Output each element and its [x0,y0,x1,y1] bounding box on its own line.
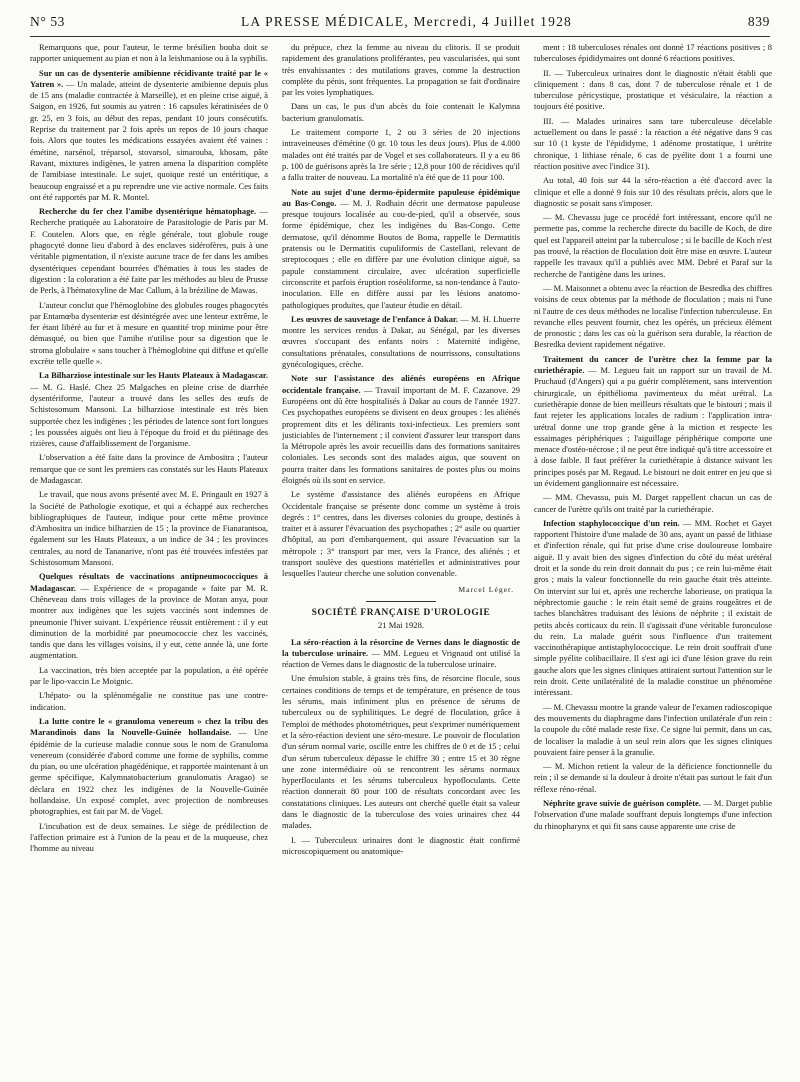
column-1 [30,42,268,1072]
paragraph [534,492,772,515]
paragraph-text: Le traitement comporte 1, 2 ou 3 séries de 20 injections intraveineuses d'émétine (0 gr. 10 tous les deux jours). Plus de 4.000 malades ont été traités par de Vogel et ses collaborateurs. Il y a eu 86 p. 100 de guérisons après la 1re série ; 12,8 pour 100 de récidives qu'il a fallu traiter de nouveau. La mortalité n'a été que de 11 pour 100. [282,127,520,183]
paragraph-text: — M. Michon retient la valeur de la déficience fonctionnelle du rein ; il se demande si la douleur à droite n'était pas surtout le fait d'un réflexe réno-rénal. [534,761,772,794]
article-heading: Les œuvres de sauvetage de l'enfance à Dakar. [291,313,458,324]
paragraph-text: — Recherche pratiquée au Laboratoire de Parasitologie de Paris par M. F. Coutelen. Alors que, en règle générale, tout globule rouge phagocyté donne lieu d'abord à des enclaves sidérofères, puis à une véritable pigmentation, il n'existe aucune trace de fer dans les amibes dysentériques cependant bourrées d'hématies à tous les stades de digestion : la coloration a été faite par les méthodes au bleu de Prusse de Perls, à l'hématoxyline de Mac Callum, à la bréziline de Mawas. [30,206,268,296]
paragraph [534,798,772,832]
paragraph [30,206,268,296]
paragraph-text: — MM. Rochet et Gayet rapportent l'histoire d'une malade de 30 ans, ayant un passé de lithiase et d'infection rénale, qui fut prise d'une crise douloureuse lombaire aiguë. Il y avait bien des signes d'infection du côté du méat urétéral droit et la sonde du rein droit donnait du pus ; ce rein lui-même était gros ; mais la valeur fonctionnelle du rein gauche était très atteinte. On intervint sur lui et, après une recherche laborieuse, on pratiqua la néphrectomie gauche : le rein était semé de grains rougeâtres et de taches blanchâtres traduisant des lésions de néphrite ; il existait de petits abcès corticaux du rein. Il s'agissait d'une véritable furonculose du rein. La malade guérit sous l'influence d'un traitement vaccinothérapique antistaphylococcique. Le rein droit souffrait d'une simple pyélite colibacillaire. Il s'est agi ici d'une lésion grave du rein gauche alors que les signes cliniques attiraient surtout l'attention sur le rein droit. Cette unilatéralité de la maladie constitue un phénomène intéressant. [534,517,772,698]
paragraph-text: L'hépato- ou la splénomégalie ne constitue pas une contre-indication. [30,690,268,712]
paragraph-text: — M. G. Haslé. Chez 25 Malgaches en pleine crise de diarrhée dysentériforme, l'auteur a trouvé dans les selles des œufs de Schistosomum Mansoni. La bilharziose intestinale est très bien supportée chez les indigènes ; les périodes de latence sont fort longues ; les poussées aiguës ont lieu à l'époque du froid et du piétinage des rizières, cause d'affaiblissement de l'organisme. [30,381,268,449]
page-number: 839 [747,14,770,29]
paragraph [282,101,520,124]
paragraph-text: — Un malade, atteint de dysenterie amibienne depuis plus de 15 ans (maladie contractée à Marseille), et en pleine crise aiguë, à Saigon, en 1926, fut soumis au yatren : 16 capsules kératinisées de 0 gr. 25, en 3 fois, au début des repas, pendant 10 jours consécutifs. Reprise du traitement par 2 fois après un repos de 10 jours chaque fois. Alors que toutes les médications essayées avaient été vaines : émétine, narsénol, tréparsol, stovarsol, simarouba, khosam, pâte Ravant, mixtures indigènes, le yatren amena la disparition complète de l'amibiase intestinale. Le sujet, quoique resté un entéritique, a beaucoup engraissé et a pu reprendre une vie active normale. Ces faits ont été rapportés par M. R. Montel. [30,78,268,202]
issue-number: N° 53 [30,14,66,29]
paragraph-text: Le système d'assistance des aliénés européens en Afrique Occidentale française se présente donc comme un système à trois degrés : 1° centres, dans les diverses colonies du groupe, destinés à traiter et à assurer l'évacuation des psychopathes ; 2° asile ou quartier d'hôpital, au port d'embarquement, qui assure l'évacuation sur la métropole ; 3° transport par mer, vers la France, des aliénés ; et transport soulève des questions matérielles et administratives pour lesquelles l'auteur cherche une solution convenable. [282,489,520,579]
paragraph-text: ment : 18 tuberculoses rénales ont donné 17 réactions positives ; 8 tuberculoses épididymaires ont donné 6 réactions positives. [534,42,772,64]
paragraph [282,314,520,370]
paragraph [282,187,520,311]
paragraph [534,702,772,758]
article-heading: Sur un cas de dysenterie amibienne récidivante traité par le « Yatren ». [30,67,268,89]
header-rule [30,36,770,37]
paragraph-text: — MM. Legueu et Vrignaud ont utilisé la réaction de Vernes dans le diagnostic de la tuberculose urinaire. [282,647,520,670]
paragraph [534,354,772,490]
paragraph-text: — Travail important de M. F. Cazanove. 29 Européens ont dû être hospitalisés à Dakar au cours de l'année 1927. Ces psychopathes européens se divisent en deux groupes : les aliénés proprement dits et les délirants toxi-infectieux. Les premiers sont justiciables de l'internement ; il convient d'assurer leur transport dans la Métropole après les avoir recueillis dans des formations sanitaires coloniales. Les seconds sont des malades aigus, que souvent on pourra traiter dans les formations sanitaires de postes plus ou moins éloignés où ils sont en service. [282,384,520,485]
article-heading: Quelques résultats de vaccinations antipneumococciques à Madagascar. [30,571,268,593]
paragraph [534,761,772,795]
journal-title: LA PRESSE MÉDICALE, Mercredi, 4 Juillet 1928 [240,14,572,29]
paragraph-text: L'auteur conclut que l'hémoglobine des globules rouges phagocytés par Entamœba dysenteriæ est désintégrée avec une lenteur extrême, le fer étant libéré au fur et à mesure en quantité trop minime pour être démasqué, ou bien que l'amibe n'utilise pour sa digestion que le stroma globulaire « sans toucher à l'hémoglobine qui diffuse et qu'elle excrète telle quelle ». [30,299,268,367]
article-heading: Traitement du cancer de l'urètre chez la femme par la curiethérapie. [534,353,772,376]
paragraph-text: Remarquons que, pour l'auteur, le terme brésilien bouba doit se rapporter uniquement au pian et non à la leishmaniose ou à la syphilis. [30,42,268,64]
paragraph-text: — M. Chevassu juge ce procédé fort intéressant, encore qu'il ne permette pas, comme la recherche directe du bacille de Koch, de dire quel est l'appareil atteint par la tuberculose ; si le bacille de Koch n'est pas trouvé, la réaction de floculation doit être mise en œuvre. L'auteur rappelle les travaux qu'il a publiés avec MM. Debré et Paraf sur la recherche de l'antigène dans les urines. [534,212,772,279]
article-heading: La séro-réaction à la résorcine de Vernes dans le diagnostic de la tuberculose urinaire. [282,636,520,658]
paragraph [30,716,268,818]
article-heading: Note au sujet d'une dermo-épidermite papuleuse épidémique au Bas-Congo. [282,186,520,208]
column-2-society-articles [282,637,520,858]
paragraph-text: — M. Chevassu montre la grande valeur de l'examen radioscopique des mouvements du diaphragme dans l'infection unilatérale d'un rein : la coupole du côté malade reste fixe. Ce signe lui permit, dans un cas, de localiser la maladie à un seul rein alors que les signes cliniques pouvaient faire penser à la granulie. [534,701,772,757]
paragraph [30,300,268,368]
paragraph [30,42,268,65]
paragraph-text: — MM. Chevassu, puis M. Darget rappellent chacun un cas de cancer de l'urètre qu'ils ont traité par la curiethérapie. [534,492,772,514]
paragraph [282,835,520,858]
article-heading: La Bilharziose intestinale sur les Hauts Plateaux à Madagascar. [39,370,268,381]
paragraph [30,690,268,713]
page-header [30,14,770,36]
paragraph-text: — M. Legueu fait un rapport sur un travail de M. Pruchaud (d'Angers) qui a pu guérir complètement, sans intervention chirurgicale, un épithélioma pavimenteux du méat urétral. La curiethérapie donne de bien meilleurs résultats que le bistouri ; mais il faut rejeter les applications locales de radium : l'application intra-urétral donne une trop grande gêne à la miction et respecte les essaimages périphériques ; l'aiguillage périphérique comporte une menace d'ostéo-nécrose ; il ne peut être indiqué qu'à titre accessoire et à dose faible. Il faut préférer la curiethérapie à distance suivant les principes posés par M. Regaud. Le bistouri ne doit entrer en jeu que si un évidement ganglionnaire est nécessaire. [534,365,772,488]
article-heading: Recherche du fer chez l'amibe dysentérique hématophage. [39,206,257,217]
paragraph [30,821,268,855]
paragraph [282,42,520,98]
paragraph [282,673,520,831]
paragraph-text: La vaccination, très bien acceptée par la population, a été opérée par le lipo-vaccin Le Moignic. [30,664,268,687]
paragraph-text: L'incubation est de deux semaines. Le siège de prédilection de l'affection primaire est à l'union de la peau et de la muqueuse, chez l'homme au niveau [30,820,268,854]
column-3 [534,42,772,1072]
article-heading: Infection staphylococcique d'un rein. [543,517,680,528]
paragraph [30,571,268,661]
paragraph [282,127,520,183]
paragraph [534,68,772,113]
author-signature: Marcel Léger. [458,584,514,594]
paragraph-text: I. — Tuberculeux urinaires dont le diagnostic était confirmé microscopiquement ou anatomique- [282,834,520,856]
column-2-articles [282,42,520,580]
paragraph-text: III. — Malades urinaires sans tare tuberculeuse décelable actuellement ou dans le passé : la réaction a été négative dans 9 cas sur 10 (1 kyste de l'épididyme, 1 adénome prostatique, 1 urétrite chronique, 1 lithiase rénale, 6 cas de pyélite dont 1 a fourni une réaction positive avec l'indice 31). [534,115,772,171]
paragraph [30,68,268,204]
paragraph [282,637,520,671]
paragraph-text: Le travail, que nous avons présenté avec M. E. Pringault en 1927 à la Société de Pathologie exotique, et qui a échappé aux recherches bibliographiques de l'auteur, indique pour cette même province d'Ambositra un indice bilharzien de 15 ; la province de Fianarantsoa, également sur les Hauts Plateaux, a un indice de 34 ; les provinces centrales, au nord de Tananarive, n'ont pas été trouvées infestées par Schistosomum Mansoni. [30,489,268,568]
paragraph [534,116,772,172]
paragraph-text: — M. J. Rodhain décrit une dermatose papuleuse presque toujours localisée au cou-de-pied, qu'il a observée, sous forme épidémique, chez les indigènes du Bas-Congo. Cette dermatose, qu'il dénomme Boutos de Boma, rappelle le Dermatitis pratensis ou le Dermatitis cupuliformis de Castellani, relevant de streptocoques ; elle en diffère par une évolution clinique aiguë, sa papule constamment circulaire, avec ulcération superficielle circonscrite et parfois éruption roséoliforme, sa non-tendance à l'auto-inoculation. Elle en diffère aussi par les lésions anatomo-pathologiques produites, que l'auteur étudie en détail. [282,197,520,310]
paragraph [30,665,268,688]
paragraph [534,175,772,209]
paragraph-text: — Expérience de « propagande » faite par M. R. Chêneveau dans trois villages de la province de Moran anya, pour montrer aux indigènes que les sujets vaccinés sont indemnes de pneumonie l'hiver suivant. L'expérience réussit entièrement : il y eut diminution de la morbidité par pneumococcie chez les vaccinés, tandis que dans les villages voisins, il y eut, cette année là, une forte augmentation. [30,582,268,661]
paragraph-text: du prépuce, chez la femme au niveau du clitoris. Il se produit rapidement des granulations proliférantes, peu vascularisées, qui sont très envahissantes : des mutilations graves, comme la destruction complète du pénis, sont fréquentes. La propagation se fait d'ordinaire par les voies lymphatiques. [282,42,520,98]
paragraph [30,370,268,449]
article-heading: Note sur l'assistance des aliénés européens en Afrique occidentale française. [282,373,520,395]
paragraph-text: Une émulsion stable, à grains très fins, de résorcine flocule, sous certaines conditions de temps et de température, en présence de tous les sérums, mais infiniment plus en présence de sérums de tuberculeux ou de syphilitiques. Le degré de floculation, grâce à l'emploi de méthodes photométriques, peut s'exprimer numériquement et la séro-réaction devient une séro-mesure. Le pouvoir de floculation d'un sérum normal varie, oscille entre les chiffres de 0 et de 15 ; celui d'un sérum tuberculeux dépasse le chiffre 30 ; entre 15 et 30 règne une zone intermédiaire où se rencontrent les sérums normaux hyperfloculants et les sérums tuberculeux hypofloculants. Cette réaction donnerait 80 pour 100 de résultats concordant avec les constatations cliniques. Les auteurs ont cherché quelle était sa valeur dans le diagnostic de la tuberculose des voies urinaires chez 44 malades. [282,673,520,831]
paragraph-text: L'observation a été faite dans la province de Ambositra ; l'auteur remarque que ce sont les premiers cas constatés sur les Hauts Plateaux de Madagascar. [30,452,268,485]
paragraph [534,42,772,65]
paragraph-text: II. — Tuberculeux urinaires dont le diagnostic n'était établi que cliniquement : dans 8 cas, dont 7 de tuberculose rénale et 1 de tuberculose péricystique, prostatique et vésiculaire, la réaction a toujours été positive. [534,67,772,112]
paragraph [282,489,520,579]
paragraph-text: Dans un cas, le pus d'un abcès du foie contenait le Kalymna bacterium granulomatis. [282,101,520,123]
paragraph [30,489,268,568]
paragraph-text: — M. H. Lhuerre montre les services rendus à Dakar, au Sénégal, par les diverses œuvres s'occupant des enfants noirs : Maternité indigène, consultations prénatales, consultations de nourrissons, consultations gynécologiques, crèche. [282,313,520,370]
paragraph-text: — Une épidémie de la curieuse maladie connue sous le nom de Granuloma venereum (considérée d'abord comme une forme de syphilis, comme du pian, ou une ulcération phagédénique, et rapportée maintenant à un germe spécifique, Kalymnatobacterium granulomatis Aragao) se déclara en 1922 chez les indigènes de la Nouvelle-Guinée hollandaise. Un exposé complet, avec projection de nombreuses photographies, est fait par M. de Vogel. [30,727,268,817]
paragraph [30,452,268,486]
paragraph-text: — M. Maisonnet a obtenu avec la réaction de Besredka des chiffres voisins de ceux obtenus par la méthode de floculation ; mais ni l'une ni l'autre de ces deux méthodes ne localise l'infection tuberculeuse. En revanche elles peuvent fournir, chez les opérés, un précieux élément de pronostic ; dans les cas où la guérison sera durable, la réaction de Besredka devient rapidement négative. [534,282,772,350]
column-2 [282,42,520,1072]
article-heading: La lutte contre le « granuloma venereum » chez la tribu des Marandinois dans la Nouvelle-Guinée hollandaise. [30,715,268,738]
article-heading: Néphrite grave suivie de guérison complète. [543,798,701,808]
section-divider [366,601,436,602]
paragraph [534,212,772,280]
society-date: 21 Mai 1928. [377,620,425,631]
paragraph [534,518,772,699]
paragraph [282,373,520,486]
paragraph-text: — M. Darget publie l'observation d'une malade souffrant depuis longtemps d'une infection du rhinopharynx et qui fit sans cause apparente une crise de [534,798,772,831]
society-title: SOCIÉTÉ FRANÇAISE D'UROLOGIE [311,607,491,618]
paragraph-text: Au total, 40 fois sur 44 la séro-réaction a été d'accord avec la clinique et elle a donné 9 fois sur 10 des résultats précis, alors que le diagnostic se posait sans s'imposer. [534,175,772,208]
paragraph [534,283,772,351]
